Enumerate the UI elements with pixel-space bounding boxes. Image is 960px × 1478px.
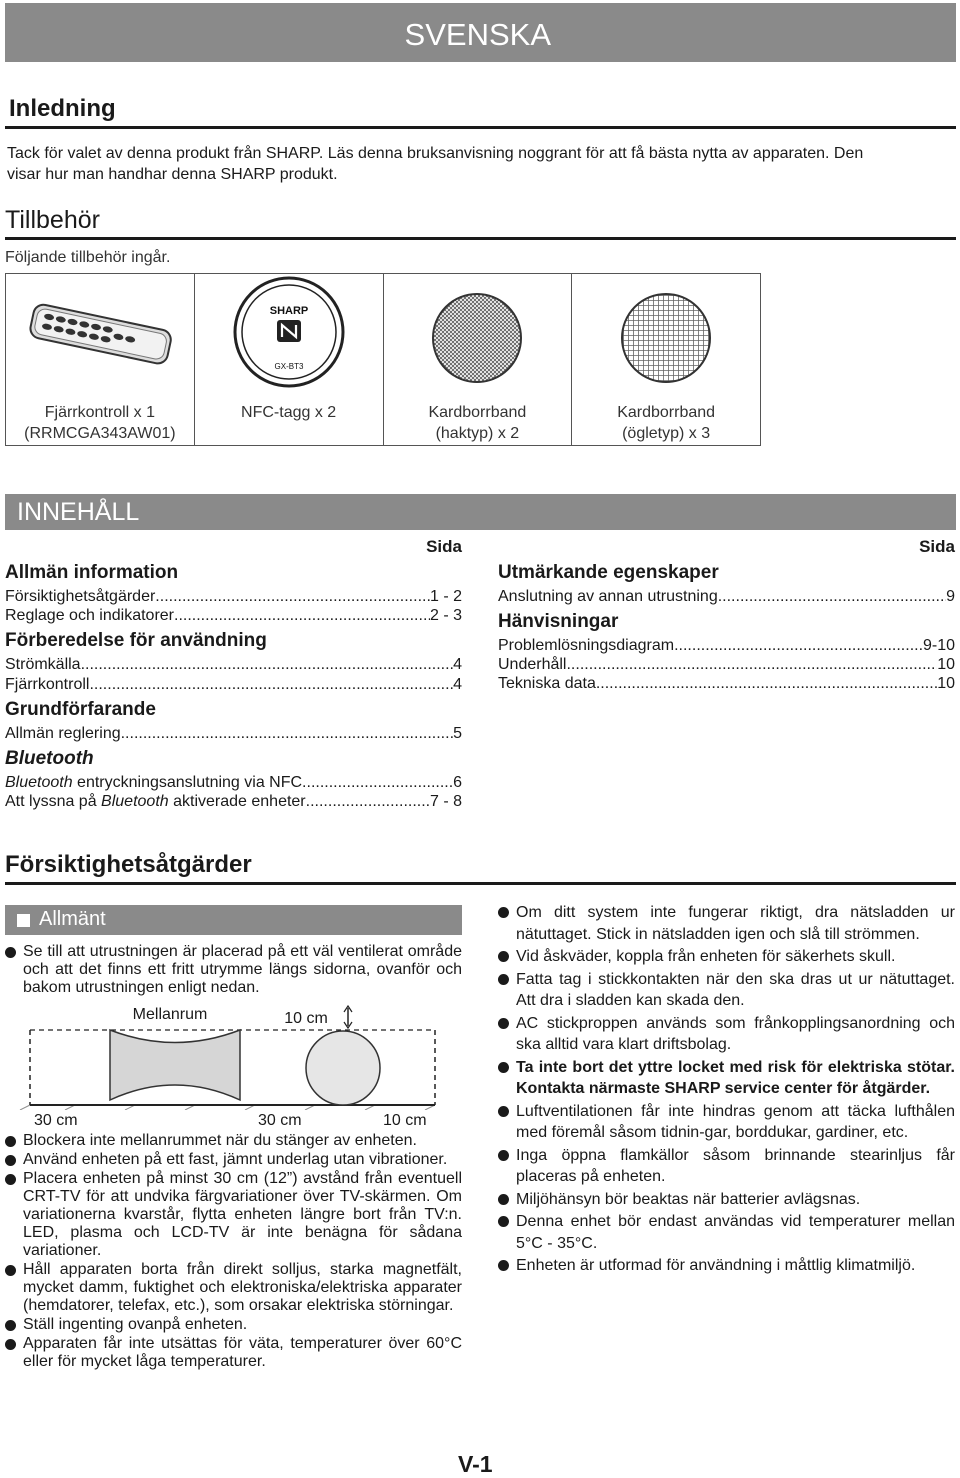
accessory-remote-caption: Fjärrkontroll x 1 (RRMCGA343AW01)	[24, 404, 176, 442]
list-item: Se till att utrustningen är placerad på ett väl ventilerat område och att det finns ett fritt utrymme längs sidorna, ovanför och bakom utrustningen enligt nedan.	[5, 943, 462, 997]
accessories-table	[5, 273, 761, 446]
intro-title: Inledning	[9, 95, 116, 122]
remote-control-icon	[20, 282, 180, 392]
nfc-tag-model: GX-BT3	[274, 362, 304, 371]
list-item: Håll apparaten borta från direkt solljus, starka magnetfält, mycket damm, fuktighet och elektroniska/elektriska apparater (hemdatorer, telefax, etc.), som orsakar elektriska störningar.	[5, 1261, 462, 1315]
toc-section-preparation: Förberedelse för användning	[5, 630, 267, 651]
list-item: Placera enheten på minst 30 cm (12”) avstånd från eventuell CRT-TV för att undvika färgvariationer över TV-skärmen. Om variationerna kvarstår, flytta enheten längre bort från TV:n. LED, plasma och LCD-TV är inte benägna för sådana variationer.	[5, 1170, 462, 1260]
precautions-rule	[5, 882, 956, 885]
dim-right: 10 cm	[383, 1112, 427, 1129]
toc-row[interactable]: Anslutning av annan utrustning ..... 9	[498, 587, 955, 607]
language-banner	[5, 3, 956, 62]
accessory-remote	[6, 274, 195, 445]
toc-section-references: Hänvisningar	[498, 611, 619, 632]
accessory-velcro-hook-caption: Kardborrband (haktyp) x 2	[428, 404, 527, 442]
toc-row[interactable]: Problemlösningsdiagram ..... 9-10	[498, 636, 955, 656]
velcro-hook-icon	[427, 288, 527, 388]
right-bullets	[498, 902, 955, 1278]
placement-diagram	[15, 1000, 460, 1110]
square-bullet-icon	[17, 914, 30, 927]
accessories-title: Tillbehör	[5, 206, 100, 234]
toc-left-page-label: Sida	[426, 537, 462, 556]
accessory-velcro-hook	[384, 274, 573, 445]
dim-left: 30 cm	[34, 1112, 78, 1129]
list-item: Inga öppna flamkällor såsom brinnande stearinljus får placeras på enheten.	[498, 1145, 955, 1188]
toc-left	[5, 537, 462, 817]
list-item: Ställ ingenting ovanpå enheten.	[5, 1316, 462, 1334]
intro-text	[7, 143, 957, 185]
contents-title: INNEHÅLL	[17, 498, 140, 526]
toc-row[interactable]: Underhåll ..... 10	[498, 655, 955, 675]
toc-section-bluetooth: Bluetooth	[5, 748, 94, 769]
list-item: Om ditt system inte fungerar riktigt, dra nätsladden ur nätuttaget. Stick in nätsladden igen och slå till strömmen.	[498, 902, 955, 945]
intro-text-line-2: visar hur man handhar denna SHARP produkt.	[7, 166, 338, 183]
intro-text-line-1: Tack för valet av denna produkt från SHARP. Läs denna bruksanvisning noggrant för att få bästa nytta av apparaten. Den	[7, 145, 864, 162]
left-bullets	[5, 1132, 462, 1372]
toc-row[interactable]: Försiktighetsåtgärder ..... 1 - 2	[5, 587, 462, 607]
list-item: Denna enhet bör endast användas vid temperaturer mellan 5°C - 35°C.	[498, 1211, 955, 1254]
nfc-tag-icon	[229, 276, 349, 388]
toc-row[interactable]: Att lyssna på Bluetooth aktiverade enheter ..... 7 - 8	[5, 792, 462, 812]
toc-row[interactable]: Strömkälla ..... 4	[5, 655, 462, 675]
list-item: Ta inte bort det yttre locket med risk för elektriska stötar. Kontakta närmaste SHARP service center för åtgärder.	[498, 1057, 955, 1100]
language-label: SVENSKA	[404, 17, 551, 52]
list-item: AC stickproppen används som frånkopplingsanordning och ska alltid vara klart driftsbolag.	[498, 1013, 955, 1056]
diagram-top-dim: 10 cm	[284, 1010, 328, 1027]
toc-row[interactable]: Reglage och indikatorer ..... 2 - 3	[5, 606, 462, 626]
toc-right-page-label: Sida	[919, 537, 955, 556]
toc-row[interactable]: Fjärrkontroll ..... 4	[5, 675, 462, 695]
diagram-space-label: Mellanrum	[132, 1006, 208, 1023]
contents-banner	[5, 494, 956, 530]
accessory-nfc-tag	[195, 274, 384, 445]
toc-section-basic: Grundförfarande	[5, 699, 156, 720]
page-number: V-1	[458, 1451, 493, 1477]
left-bullets-top	[5, 943, 462, 998]
accessory-nfc-caption: NFC-tagg x 2	[241, 404, 337, 421]
list-item: Blockera inte mellanrummet när du stänger av enheten.	[5, 1132, 462, 1150]
accessory-velcro-loop	[572, 274, 760, 445]
list-item: Apparaten får inte utsättas för väta, temperaturer över 60°C eller för mycket låga temperaturer.	[5, 1335, 462, 1371]
toc-section-general: Allmän information	[5, 562, 179, 583]
dim-mid: 30 cm	[258, 1112, 302, 1129]
toc-row[interactable]: Allmän reglering ..... 5	[5, 724, 462, 744]
nfc-tag-brand: SHARP	[269, 305, 308, 317]
toc-section-features: Utmärkande egenskaper	[498, 562, 719, 583]
toc-right	[498, 537, 955, 707]
accessories-rule	[5, 237, 956, 240]
accessory-velcro-loop-caption: Kardborrband (ögletyp) x 3	[617, 404, 716, 442]
list-item: Enheten är utformad för användning i måttlig klimatmiljö.	[498, 1255, 955, 1277]
velcro-loop-icon	[616, 288, 716, 388]
list-item: Miljöhänsyn bör beaktas när batterier avlägsnas.	[498, 1189, 955, 1211]
list-item: Fatta tag i stickkontakten när den ska dras ut ur nätuttaget. Att dra i sladden kan skada den.	[498, 969, 955, 1012]
list-item: Använd enheten på ett fast, jämnt underlag utan vibrationer.	[5, 1151, 462, 1169]
list-item: Luftventilationen får inte hindras genom att täcka lufthålen med föremål såsom tidnin-gar, borddukar, gardiner, etc.	[498, 1101, 955, 1144]
intro-rule	[5, 126, 956, 129]
precautions-title: Försiktighetsåtgärder	[5, 851, 252, 878]
list-item: Vid åskväder, koppla från enheten för säkerhets skull.	[498, 946, 955, 968]
accessories-subtitle: Följande tillbehör ingår.	[5, 249, 171, 266]
general-banner	[5, 905, 462, 935]
toc-row[interactable]: Bluetooth entryckningsanslutning via NFC ..... 6	[5, 773, 462, 793]
toc-row[interactable]: Tekniska data ..... 10	[498, 674, 955, 694]
general-title: Allmänt	[39, 908, 106, 930]
